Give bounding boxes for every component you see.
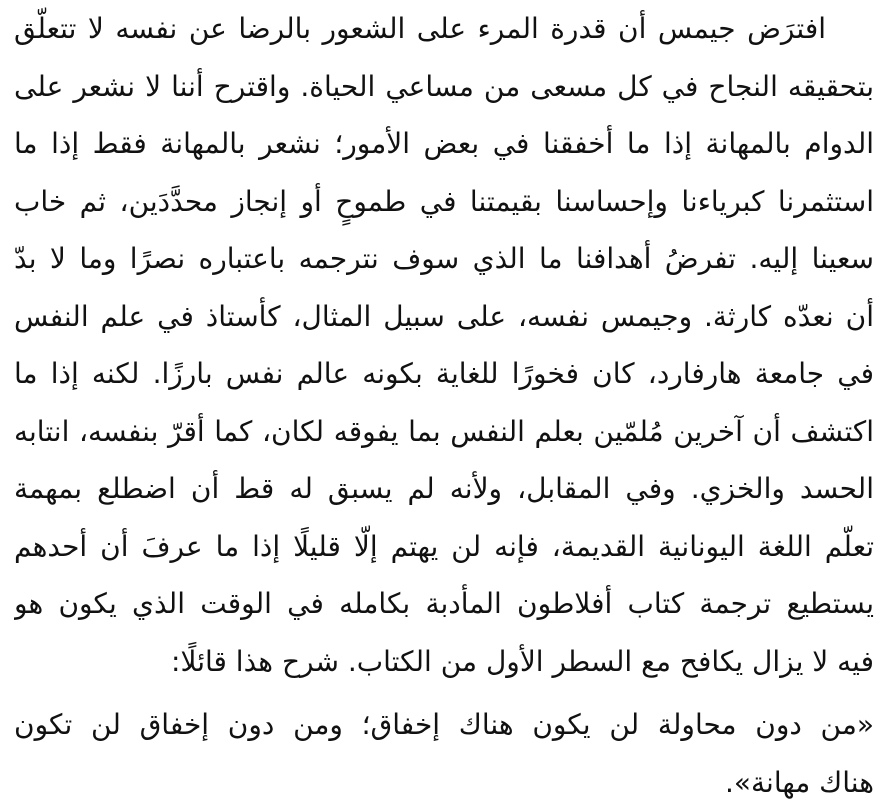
text-line: سعينا إليه. تفرضُ أهدافنا ما الذي سوف نترجمه باعتباره نصرًا وما لا بدّ xyxy=(14,230,874,288)
text-line: يستطيع ترجمة كتاب أفلاطون المأدبة بكامله في الوقت الذي يكون هو xyxy=(14,575,874,633)
text-line: استثمرنا كبرياءنا وإحساسنا بقيمتنا في طموحٍ أو إنجاز محدَّدَين، ثم خاب xyxy=(14,173,874,231)
text-line: الدوام بالمهانة إذا ما أخفقنا في بعض الأمور؛ نشعر بالمهانة فقط إذا ما xyxy=(14,115,874,173)
text-line: الحسد والخزي. وفي المقابل، ولأنه لم يسبق له قط أن اضطلع بمهمة xyxy=(14,460,874,518)
body-paragraph xyxy=(14,0,874,690)
quote-line: «من دون محاولة لن يكون هناك إخفاق؛ ومن دون إخفاق لن تكون xyxy=(14,696,874,754)
text-line: افترَض جيمس أن قدرة المرء على الشعور بالرضا عن نفسه لا تتعلّق xyxy=(14,0,874,58)
text-line: اكتشف أن آخرين مُلمّين بعلم النفس بما يفوقه لكان، كما أقرّ بنفسه، انتابه xyxy=(14,403,874,461)
text-line: فيه لا يزال يكافح مع السطر الأول من الكتاب. شرح هذا قائلًا: xyxy=(14,633,874,691)
quote-line: هناك مهانة». xyxy=(14,754,874,811)
text-line: تعلّم اللغة اليونانية القديمة، فإنه لن يهتم إلّا قليلًا إذا ما عرفَ أن أحدهم xyxy=(14,518,874,576)
text-line: بتحقيقه النجاح في كل مسعى من مساعي الحياة. واقترح أننا لا نشعر على xyxy=(14,58,874,116)
text-line: في جامعة هارفارد، كان فخورًا للغاية بكونه عالم نفس بارزًا. لكنه إذا ما xyxy=(14,345,874,403)
text-line: أن نعدّه كارثة. وجيمس نفسه، على سبيل المثال، كأستاذ في علم النفس xyxy=(14,288,874,346)
quote-paragraph xyxy=(14,696,874,811)
